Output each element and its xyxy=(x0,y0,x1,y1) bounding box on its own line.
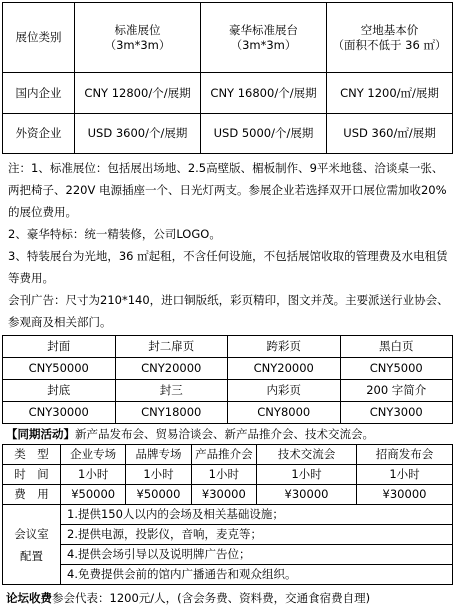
event-text: 新产品发布会、贸易洽谈会、新产品推介会、技术交流会。 xyxy=(75,427,374,441)
ad-price: CNY3000 xyxy=(340,402,453,424)
table-row xyxy=(3,465,453,485)
ad-name: 黑白页 xyxy=(340,336,453,358)
header-standard xyxy=(75,3,201,73)
forum-text: 参会代表：1200元/人，(含会务费、资料费，交通食宿费自理) xyxy=(52,591,371,605)
header-standard-label: 标准展位 xyxy=(114,23,161,38)
ad-price: CNY50000 xyxy=(3,358,116,380)
row-standard-price: USD 3600/个/展期 xyxy=(75,113,201,153)
event-fee: ¥50000 xyxy=(126,485,191,505)
event-time: 1小时 xyxy=(257,465,357,485)
ad-name: 200 字简介 xyxy=(340,380,453,402)
ad-name: 内彩页 xyxy=(228,380,341,402)
table-row xyxy=(3,113,453,153)
time-label: 时 间 xyxy=(3,465,61,485)
event-fee: ¥30000 xyxy=(257,485,357,505)
note-raw-space: 3、特装展台为光地，36 ㎡起租，不含任何设施，不包括展馆收取的管理费及水电租赁等费用。 xyxy=(8,249,448,285)
row-space-price: CNY 1200/㎡/展期 xyxy=(327,73,453,113)
event-type: 招商发布会 xyxy=(357,445,453,465)
row-category: 国内企业 xyxy=(3,73,75,113)
table-row xyxy=(3,505,453,525)
event-type: 企业专场 xyxy=(61,445,126,465)
room-label-line1: 会议室 xyxy=(14,526,49,541)
table-row xyxy=(3,358,453,380)
event-line xyxy=(2,424,453,444)
header-standard-size: （3m*3m） xyxy=(104,37,171,52)
table-row xyxy=(3,336,453,358)
table-row xyxy=(3,380,453,402)
service-item: 4.提供会场引导以及说明牌广告位； xyxy=(61,545,453,565)
ad-price: CNY8000 xyxy=(228,402,341,424)
event-fee: ¥30000 xyxy=(357,485,453,505)
forum-heading: 论坛收费 xyxy=(6,591,52,605)
event-fee: ¥30000 xyxy=(191,485,256,505)
table-row xyxy=(3,485,453,505)
event-price-table xyxy=(2,444,453,585)
table-row xyxy=(3,545,453,565)
ad-name: 封底 xyxy=(3,380,116,402)
service-item: 4.免费提供会前的馆内广播通告和观众组织。 xyxy=(61,565,453,585)
note-luxury-booth: 2、豪华特标：统一精装修，公司LOGO。 xyxy=(8,227,221,241)
table-row xyxy=(3,445,453,465)
ad-name: 封面 xyxy=(3,336,116,358)
fee-label: 费 用 xyxy=(3,485,61,505)
ad-price: CNY18000 xyxy=(115,402,228,424)
ad-name: 封二扉页 xyxy=(115,336,228,358)
forum-fee-line xyxy=(2,587,453,608)
event-fee: ¥50000 xyxy=(61,485,126,505)
service-item: 2.提供电源，投影仪，音响，麦克等； xyxy=(61,525,453,545)
header-luxury-size: （3m*3m） xyxy=(230,37,297,52)
row-space-price: USD 360/㎡/展期 xyxy=(327,113,453,153)
event-heading: 【同期活动】 xyxy=(6,427,75,441)
service-item: 1.提供150人以内的会场及相关基础设施； xyxy=(61,505,453,525)
header-space xyxy=(327,3,453,73)
event-time: 1小时 xyxy=(126,465,191,485)
table-header-row xyxy=(3,3,453,73)
row-standard-price: CNY 12800/个/展期 xyxy=(75,73,201,113)
event-type: 产品推介会 xyxy=(191,445,256,465)
header-space-note: （面积不低于 36 ㎡） xyxy=(332,37,447,52)
table-row xyxy=(3,525,453,545)
room-label-line2: 配置 xyxy=(20,548,43,563)
ad-price-table xyxy=(2,335,453,424)
note-standard-booth: 注：1、标准展位：包括展出场地、2.5高壁版、楣板制作、9平米地毯、洽谈桌一张、两把椅子、220V 电源插座一个、日光灯两支。参展企业若选择双开口展位需加收20%的展位费用。 xyxy=(8,161,447,219)
event-type: 品牌专场 xyxy=(126,445,191,465)
booth-price-table xyxy=(2,2,453,154)
ad-price: CNY5000 xyxy=(340,358,453,380)
ad-name: 跨彩页 xyxy=(228,336,341,358)
event-time: 1小时 xyxy=(191,465,256,485)
event-time: 1小时 xyxy=(357,465,453,485)
event-time: 1小时 xyxy=(61,465,126,485)
ad-price: CNY20000 xyxy=(115,358,228,380)
header-space-label: 空地基本价 xyxy=(360,23,419,38)
table-row xyxy=(3,565,453,585)
ad-price: CNY30000 xyxy=(3,402,116,424)
notes-section xyxy=(2,154,453,333)
row-luxury-price: USD 5000/个/展期 xyxy=(201,113,327,153)
row-luxury-price: CNY 16800/个/展期 xyxy=(201,73,327,113)
header-luxury xyxy=(201,3,327,73)
table-row xyxy=(3,402,453,424)
ad-name: 封三 xyxy=(115,380,228,402)
note-catalog-ads: 会刊广告：尺寸为210*140，进口铜版纸，彩页精印，图文并茂。主要派送行业协会、参观商及相关部门。 xyxy=(8,293,449,329)
ad-price: CNY20000 xyxy=(228,358,341,380)
event-type: 技术交流会 xyxy=(257,445,357,465)
room-config-label xyxy=(3,505,61,585)
table-row xyxy=(3,73,453,113)
header-category: 展位类别 xyxy=(3,3,75,73)
header-luxury-label: 豪华标准展台 xyxy=(229,23,298,38)
type-label: 类 型 xyxy=(3,445,61,465)
row-category: 外资企业 xyxy=(3,113,75,153)
